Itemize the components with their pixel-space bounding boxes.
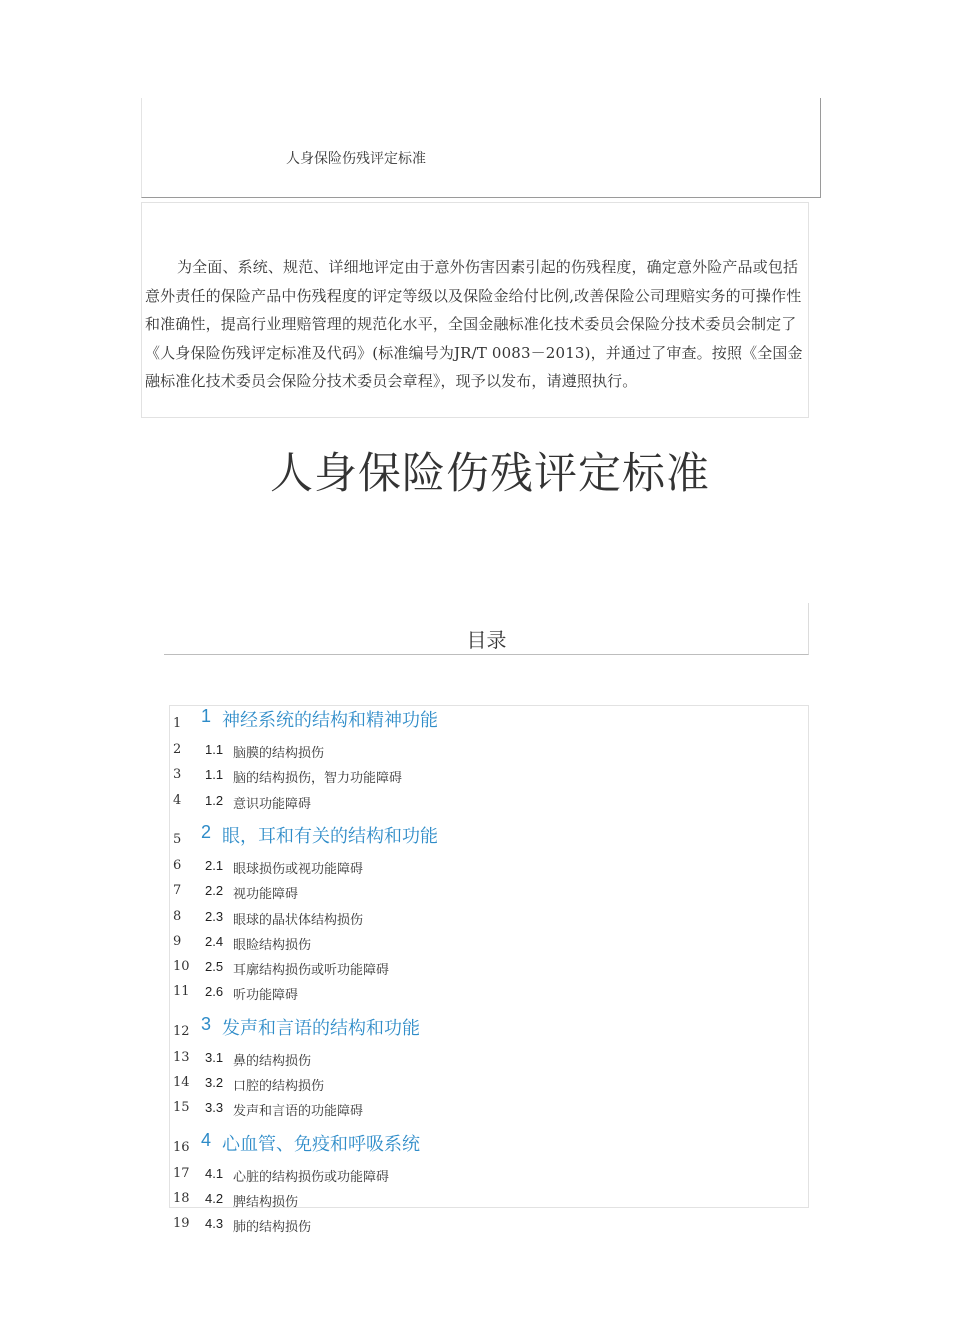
- toc-line-number: 16: [173, 1139, 190, 1155]
- toc-item-label: 视功能障碍: [233, 887, 299, 903]
- toc-line-number: 12: [173, 1023, 190, 1039]
- toc-item-number: 4.2: [205, 1190, 224, 1206]
- toc-item-label: 眼球损伤或视功能障碍: [233, 861, 364, 877]
- toc-line-number: 10: [173, 959, 190, 975]
- toc-item-number: 2.3: [205, 908, 224, 924]
- toc-line-number: 11: [173, 984, 190, 1000]
- toc-item-label[interactable]: 心血管、免疫和呼吸系统: [222, 1133, 420, 1155]
- toc-item-number: 2.4: [205, 933, 224, 949]
- toc-item-label: 肺的结构损伤: [233, 1220, 312, 1236]
- toc-line-number: 2: [173, 742, 182, 757]
- toc-item-label[interactable]: 发声和言语的结构和功能: [222, 1017, 420, 1039]
- header-title: 人身保险伤残评定标准: [286, 151, 426, 167]
- toc-label: 目录: [466, 628, 507, 652]
- toc-header: [164, 603, 809, 655]
- toc-item-label: 鼻的结构损伤: [233, 1053, 312, 1069]
- toc-item-number: 3.2: [205, 1075, 224, 1090]
- toc-item-label: 听功能障碍: [233, 988, 299, 1004]
- intro-paragraph: 为全面、系统、规范、详细地评定由于意外伤害因素引起的伤残程度，确定意外险产品或包括意外责任的保险产品中伤残程度的评定等级以及保险金给付比例,改善保险公司理赔实务的可操作性和准确性，提高行业理赔管理的规范化水平，全国金融标准化技术委员会保险分技术委员会制定了《人身保险伤残评定标准及代码》(标准编号为JR/T 0083－2013)，并通过了审查。按照《全国金融标准化技术委员会保险分技术委员会章程》，现予以发布，请遵照执行。: [145, 258, 803, 391]
- toc-item-label: 意识功能障碍: [233, 796, 312, 812]
- toc-item-label[interactable]: 眼，耳和有关的结构和功能: [222, 825, 438, 847]
- toc-item-label: 眼球的晶状体结构损伤: [233, 912, 364, 928]
- toc-line-number: 1: [173, 716, 182, 731]
- toc-line-number: 15: [173, 1100, 190, 1116]
- toc-line-number: 3: [173, 767, 182, 783]
- toc-line-number: 17: [173, 1165, 190, 1181]
- toc-item-number: 1.2: [205, 792, 224, 808]
- toc-item-number: 4: [201, 1129, 212, 1150]
- toc-item-label[interactable]: 神经系统的结构和精神功能: [222, 710, 438, 731]
- toc-item-label: 脑的结构损伤，智力功能障碍: [233, 771, 403, 787]
- toc-item-label: 脾结构损伤: [233, 1194, 299, 1210]
- toc-line-number: 7: [173, 883, 182, 899]
- toc-item-number: 2.5: [205, 959, 224, 975]
- toc-list: [169, 705, 809, 1236]
- toc-line-number: 14: [173, 1075, 190, 1090]
- header-box: [141, 98, 821, 198]
- toc-item-label: 口腔的结构损伤: [233, 1079, 325, 1094]
- toc-item-number: 3: [201, 1013, 212, 1034]
- toc-line-number: 9: [173, 933, 182, 949]
- toc-line-number: 4: [173, 792, 182, 808]
- toc-item-label: 脑膜的结构损伤: [233, 746, 325, 761]
- toc-item-number: 3.1: [205, 1049, 224, 1065]
- intro-box: [141, 202, 809, 418]
- toc-item-number: 1: [201, 706, 212, 726]
- toc-item-label: 耳廓结构损伤或听功能障碍: [233, 963, 390, 979]
- toc-item-label: 眼睑结构损伤: [233, 937, 312, 953]
- toc-item-number: 4.1: [205, 1165, 224, 1181]
- toc-item-number: 2: [201, 821, 212, 842]
- toc-item-number: 4.3: [205, 1216, 224, 1232]
- toc-item-number: 2.6: [205, 984, 224, 1000]
- toc-item-number: 1.1: [205, 742, 224, 757]
- toc-item-label: 发声和言语的功能障碍: [233, 1104, 364, 1120]
- toc-item-label: 心脏的结构损伤或功能障碍: [233, 1169, 390, 1185]
- toc-line-number: 19: [173, 1216, 190, 1232]
- page-title: 人身保险伤残评定标准: [270, 449, 710, 499]
- toc-line-number: 5: [173, 831, 182, 847]
- toc-line-number: 8: [173, 908, 182, 924]
- toc-line-number: 13: [173, 1049, 190, 1065]
- toc-item-number: 2.2: [205, 883, 224, 899]
- toc-line-number: 6: [173, 857, 182, 873]
- toc-line-number: 18: [173, 1190, 190, 1206]
- toc-item-number: 1.1: [205, 767, 224, 783]
- toc-item-number: 3.3: [205, 1100, 224, 1116]
- toc-item-number: 2.1: [205, 857, 224, 873]
